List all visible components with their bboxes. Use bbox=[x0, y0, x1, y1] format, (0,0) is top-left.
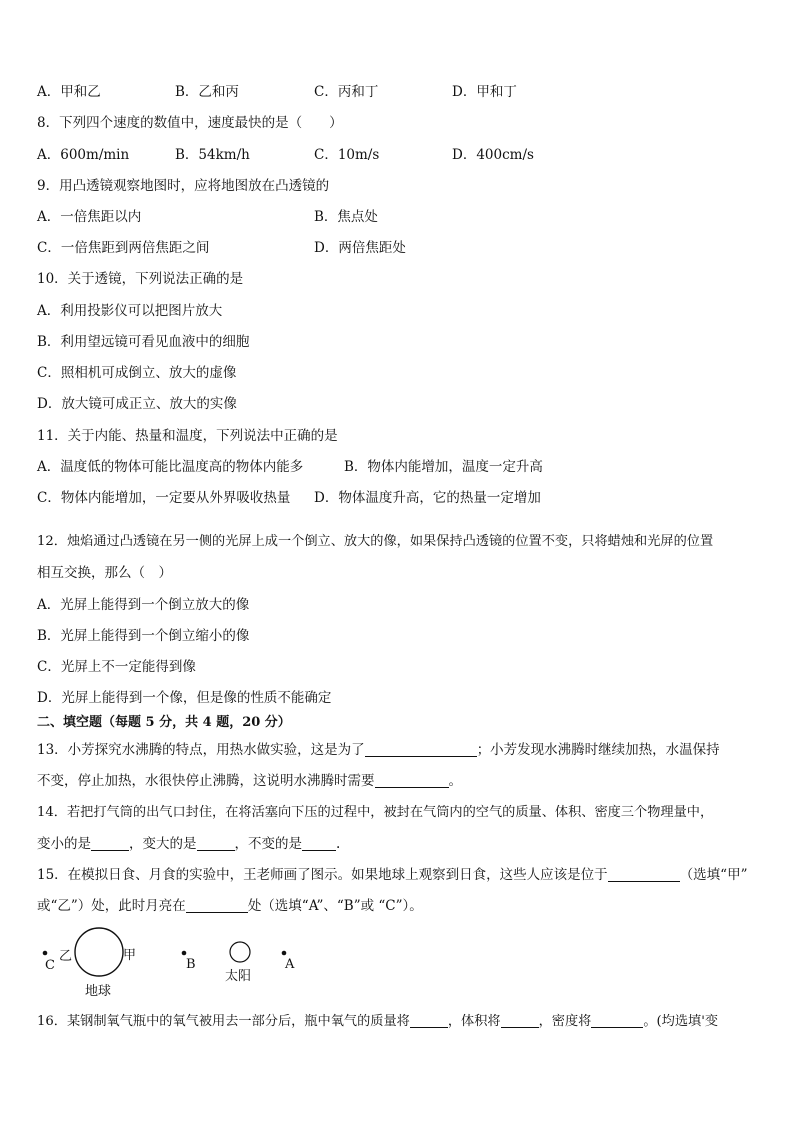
q14-text-2: 变小的是 bbox=[37, 836, 91, 852]
q16-blank-2[interactable] bbox=[501, 1013, 539, 1028]
q14-line-1: 14．若把打气筒的出气口封住，在将活塞向下压的过程中，被封在气筒内的空气的质量、体积、密度三个物理量中， bbox=[37, 805, 714, 820]
q12-option-a: A．光屏上能得到一个倒立放大的像 bbox=[37, 597, 250, 613]
q14-blank-2[interactable] bbox=[197, 836, 235, 851]
q13-text-2: ；小芳发现水沸腾时继续加热，水温保持 bbox=[476, 742, 720, 758]
label-yi: 乙 bbox=[59, 949, 73, 964]
q16-blank-1[interactable] bbox=[410, 1013, 448, 1028]
q10-option-b: B．利用望远镜可看见血液中的细胞 bbox=[37, 334, 250, 350]
q9-option-c: C．一倍焦距到两倍焦距之间 bbox=[37, 240, 210, 256]
q11-option-a: A．温度低的物体可能比温度高的物体内能多 bbox=[37, 459, 304, 475]
q9-option-a: A．一倍焦距以内 bbox=[37, 209, 142, 225]
q11-option-d: D．物体温度升高，它的热量一定增加 bbox=[314, 490, 541, 506]
q16-text-4: 。(均选填'变 bbox=[643, 1014, 719, 1029]
q9-option-d: D．两倍焦距处 bbox=[314, 240, 406, 256]
sun-circle bbox=[230, 942, 250, 962]
q15-text-3: 或“乙”）处，此时月亮在 bbox=[37, 898, 186, 914]
q13-text-1: 13．小芳探究水沸腾的特点，用热水做实验，这是为了 bbox=[37, 742, 365, 758]
q7-option-d: D．甲和丁 bbox=[452, 84, 517, 100]
q16-blank-3[interactable] bbox=[591, 1013, 643, 1028]
q12-stem-line-1: 12．烛焰通过凸透镜在另一侧的光屏上成一个倒立、放大的像，如果保持凸透镜的位置不变，只将蜡烛和光屏的位置 bbox=[37, 534, 714, 549]
q8-option-b: B．54km/h bbox=[175, 147, 250, 163]
eclipse-diagram bbox=[37, 922, 337, 1002]
q15-text-2: （选填“甲” bbox=[679, 867, 748, 883]
q10-option-d: D．放大镜可成正立、放大的实像 bbox=[37, 396, 237, 412]
q8-option-a: A．600m/min bbox=[37, 147, 130, 163]
q7-option-b: B．乙和丙 bbox=[175, 84, 239, 100]
label-b: B bbox=[186, 957, 196, 972]
q14-blank-1[interactable] bbox=[91, 836, 129, 851]
q13-blank-1[interactable] bbox=[365, 742, 477, 757]
q7-option-c: C．丙和丁 bbox=[314, 84, 379, 100]
label-a: A bbox=[285, 957, 295, 972]
section-2-heading: 二、填空题（每题 5 分，共 4 题，20 分） bbox=[37, 715, 291, 730]
q15-text-1: 15．在模拟日食、月食的实验中，王老师画了图示。如果地球上观察到日食，这些人应该是位于 bbox=[37, 867, 608, 883]
q12-option-b: B．光屏上能得到一个倒立缩小的像 bbox=[37, 628, 250, 644]
q16-text-2: ，体积将 bbox=[447, 1014, 501, 1029]
label-jia: 甲 bbox=[123, 948, 137, 963]
q14-text-3: ，变大的是 bbox=[129, 836, 197, 852]
q9-stem: 9．用凸透镜观察地图时，应将地图放在凸透镜的 bbox=[37, 178, 330, 194]
label-sun: 太阳 bbox=[225, 969, 252, 984]
q10-option-a: A．利用投影仪可以把图片放大 bbox=[37, 303, 223, 319]
q16-line-1 bbox=[37, 1013, 718, 1031]
q12-option-c: C．光屏上不一定能得到像 bbox=[37, 659, 196, 675]
q15-blank-1[interactable] bbox=[608, 867, 680, 882]
q8-option-c: C．10m/s bbox=[314, 147, 380, 163]
q15-blank-2[interactable] bbox=[186, 898, 248, 913]
q8-option-d: D．400cm/s bbox=[452, 147, 534, 163]
q11-stem: 11．关于内能、热量和温度，下列说法中正确的是 bbox=[37, 428, 338, 444]
earth-circle bbox=[75, 928, 123, 976]
q12-option-d: D．光屏上能得到一个像，但是像的性质不能确定 bbox=[37, 690, 332, 706]
q16-text-3: ，密度将 bbox=[538, 1014, 592, 1029]
label-c: C bbox=[45, 958, 55, 973]
q11-option-c: C．物体内能增加，一定要从外界吸收热量 bbox=[37, 490, 291, 506]
q11-option-b: B．物体内能增加，温度一定升高 bbox=[344, 459, 543, 475]
q13-text-4: 。 bbox=[448, 773, 462, 789]
q14-blank-3[interactable] bbox=[302, 836, 336, 851]
q15-line-1 bbox=[37, 866, 748, 884]
q13-text-3: 不变，停止加热，水很快停止沸腾，这说明水沸腾时需要 bbox=[37, 773, 375, 789]
point-b-dot bbox=[182, 951, 187, 956]
q14-text-5: . bbox=[336, 836, 341, 852]
label-earth: 地球 bbox=[85, 984, 112, 999]
q15-line-2 bbox=[37, 897, 423, 915]
point-c-dot bbox=[43, 951, 48, 956]
q16-text-1: 16．某钢制氧气瓶中的氧气被用去一部分后，瓶中氧气的质量将 bbox=[37, 1014, 410, 1029]
q10-option-c: C．照相机可成倒立、放大的虚像 bbox=[37, 365, 237, 381]
point-a-dot bbox=[282, 951, 287, 956]
q12-stem-line-2: 相互交换，那么（ ） bbox=[37, 565, 172, 581]
q10-stem: 10．关于透镜，下列说法正确的是 bbox=[37, 271, 244, 287]
q9-option-b: B．焦点处 bbox=[314, 209, 378, 225]
q15-text-4: 处（选填“A”、“B”或 “C”）。 bbox=[247, 898, 423, 914]
q7-option-a: A．甲和乙 bbox=[37, 84, 101, 100]
q14-text-4: ，不变的是 bbox=[234, 836, 302, 852]
q14-line-2 bbox=[37, 835, 340, 853]
q13-line-2 bbox=[37, 772, 462, 790]
q8-stem: 8．下列四个速度的数值中，速度最快的是（ ） bbox=[37, 115, 343, 131]
q13-blank-2[interactable] bbox=[375, 773, 449, 788]
q13-line-1 bbox=[37, 741, 720, 759]
